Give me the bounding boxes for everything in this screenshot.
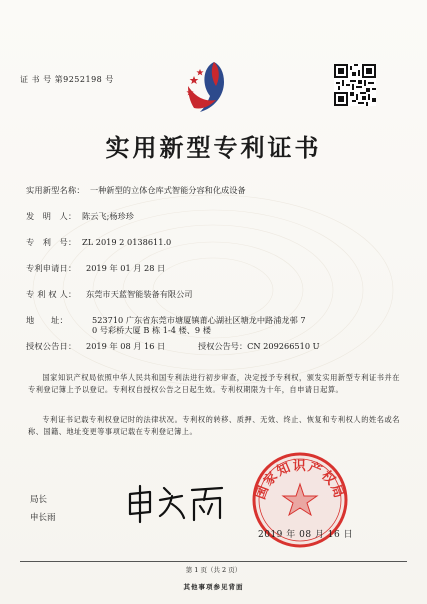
field-value: 东莞市天蓝智能装备有限公司 [86, 289, 193, 299]
field-value: CN 209266510 U [247, 341, 320, 351]
paragraph-legal-status: 专利证书记载专利权登记时的法律状况。专利权的转移、质押、无效、终止、恢复和专利权人的姓名或名称、国籍、地址变更等事项记载在专利登记簿上。 [28, 415, 400, 436]
certificate-number: 证 书 号 第9252198 号 [20, 75, 114, 84]
field-value: 2019 年 08 月 16 日 [86, 341, 166, 351]
signature-block [30, 491, 56, 527]
field-label: 专 利 号： [26, 237, 77, 247]
seal-text: 国家知识产权局 [253, 459, 347, 502]
field-label: 授权公告号： [198, 341, 248, 351]
field-value: 陈云飞;杨珍珍 [82, 211, 134, 221]
handwritten-signature [120, 478, 230, 526]
issue-date: 2019 年 08 月 16 日 [258, 530, 354, 540]
director-title: 局长 [30, 495, 48, 505]
field-grant-date [26, 340, 320, 352]
cnipa-emblem-icon [180, 56, 242, 118]
field-value: 523710 广东省东莞市塘厦镇莆心湖社区塘龙中路浦龙邨 7 [92, 315, 306, 325]
field-label: 实用新型名称： [26, 185, 85, 195]
field-label: 授权公告日： [26, 341, 77, 351]
field-value: ZL 2019 2 0138611.0 [82, 237, 172, 247]
field-patent-number [26, 236, 171, 248]
svg-text:国家知识产权局 [253, 458, 347, 502]
page-number: 第 1 页（共 2 页） [185, 566, 242, 574]
field-label: 专 利 权 人： [26, 289, 77, 299]
field-value: 一种新型的立体仓库式智能分容和化成设备 [90, 185, 246, 195]
footer-note: 其他事项参见背面 [183, 583, 244, 591]
footer-divider [20, 561, 407, 562]
field-label: 专利申请日： [26, 263, 77, 273]
field-value: 2019 年 01 月 28 日 [86, 263, 166, 273]
field-inventor [26, 210, 134, 222]
field-label: 发 明 人： [26, 211, 77, 221]
field-utility-model-name [26, 184, 246, 196]
field-patentee [26, 288, 192, 300]
field-label: 地 址： [26, 315, 68, 325]
field-address-line2: 0 号彩桥大厦 B 栋 1-4 楼、9 楼 [92, 325, 211, 335]
paragraph-grant-statement: 国家知识产权局依照中华人民共和国专利法进行初步审查，决定授予专利权，颁发实用新型专利证书并在专利登记簿上予以登记。专利权自授权公告之日起生效。专利权期限为十年，自申请日起算。 [28, 373, 400, 394]
certificate-title: 实用新型专利证书 [105, 133, 322, 162]
qr-code-icon [334, 64, 376, 106]
field-filing-date [26, 262, 165, 274]
director-name: 申长雨 [30, 513, 56, 523]
